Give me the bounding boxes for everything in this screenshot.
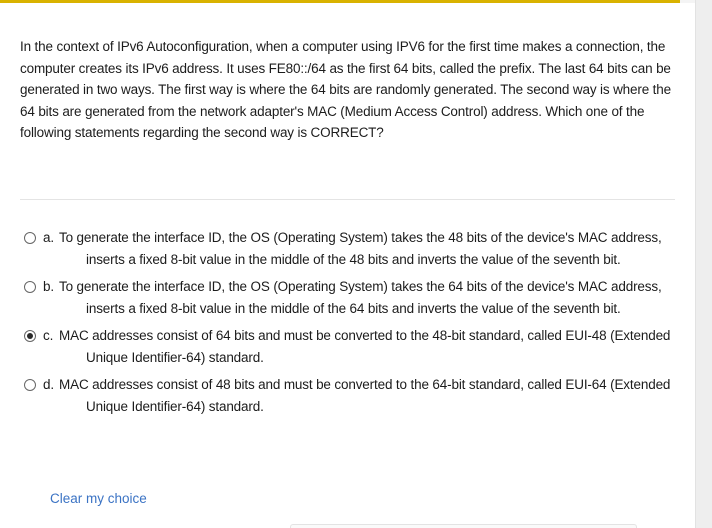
right-sidebar-strip <box>695 0 712 528</box>
option-a-label: To generate the interface ID, the OS (Operating System) takes the 48 bits of the device's MAC address, inserts a fixed 8-bit value in the middle of the 48 bits and inverts the value of the seventh bit. <box>59 230 662 267</box>
radio-button-a[interactable] <box>24 232 36 244</box>
divider <box>20 199 675 200</box>
option-d[interactable] <box>24 374 684 417</box>
question-card <box>0 3 695 528</box>
radio-button-b[interactable] <box>24 281 36 293</box>
option-b-label: To generate the interface ID, the OS (Operating System) takes the 64 bits of the device's MAC address, inserts a fixed 8-bit value in the middle of the 64 bits and inverts the value of the seventh bit. <box>59 279 662 316</box>
option-a-letter: a. <box>43 230 54 245</box>
option-c[interactable] <box>24 325 684 368</box>
option-c-text <box>43 325 673 368</box>
option-a[interactable] <box>24 227 684 270</box>
clear-my-choice-link[interactable]: Clear my choice <box>50 491 147 506</box>
question-text: In the context of IPv6 Autoconfiguration, when a computer using IPV6 for the first time makes a connection, the computer creates its IPv6 address. It uses FE80::/64 as the first 64 bits, called the prefix. The last 64 bits can be generated in two ways. The first way is where the 64 bits are randomly generated. The second way is where the 64 bits are generated from the network adapter's MAC (Medium Access Control) address. Which one of the following statements regarding the second way is CORRECT? <box>20 39 672 140</box>
option-d-text <box>43 374 673 417</box>
option-b-text <box>43 276 673 319</box>
next-panel-edge <box>290 524 637 528</box>
radio-button-c[interactable] <box>24 330 36 342</box>
option-c-label: MAC addresses consist of 64 bits and must be converted to the 48-bit standard, called EUI-48 (Extended Unique Identifier-64) standard. <box>59 328 671 365</box>
option-c-letter: c. <box>43 328 54 343</box>
option-b[interactable] <box>24 276 684 319</box>
option-a-text <box>43 227 673 270</box>
option-b-letter: b. <box>43 279 54 294</box>
option-d-letter: d. <box>43 377 54 392</box>
answer-options <box>24 227 684 423</box>
option-d-label: MAC addresses consist of 48 bits and must be converted to the 64-bit standard, called EUI-64 (Extended Unique Identifier-64) standard. <box>59 377 671 414</box>
radio-button-d[interactable] <box>24 379 36 391</box>
